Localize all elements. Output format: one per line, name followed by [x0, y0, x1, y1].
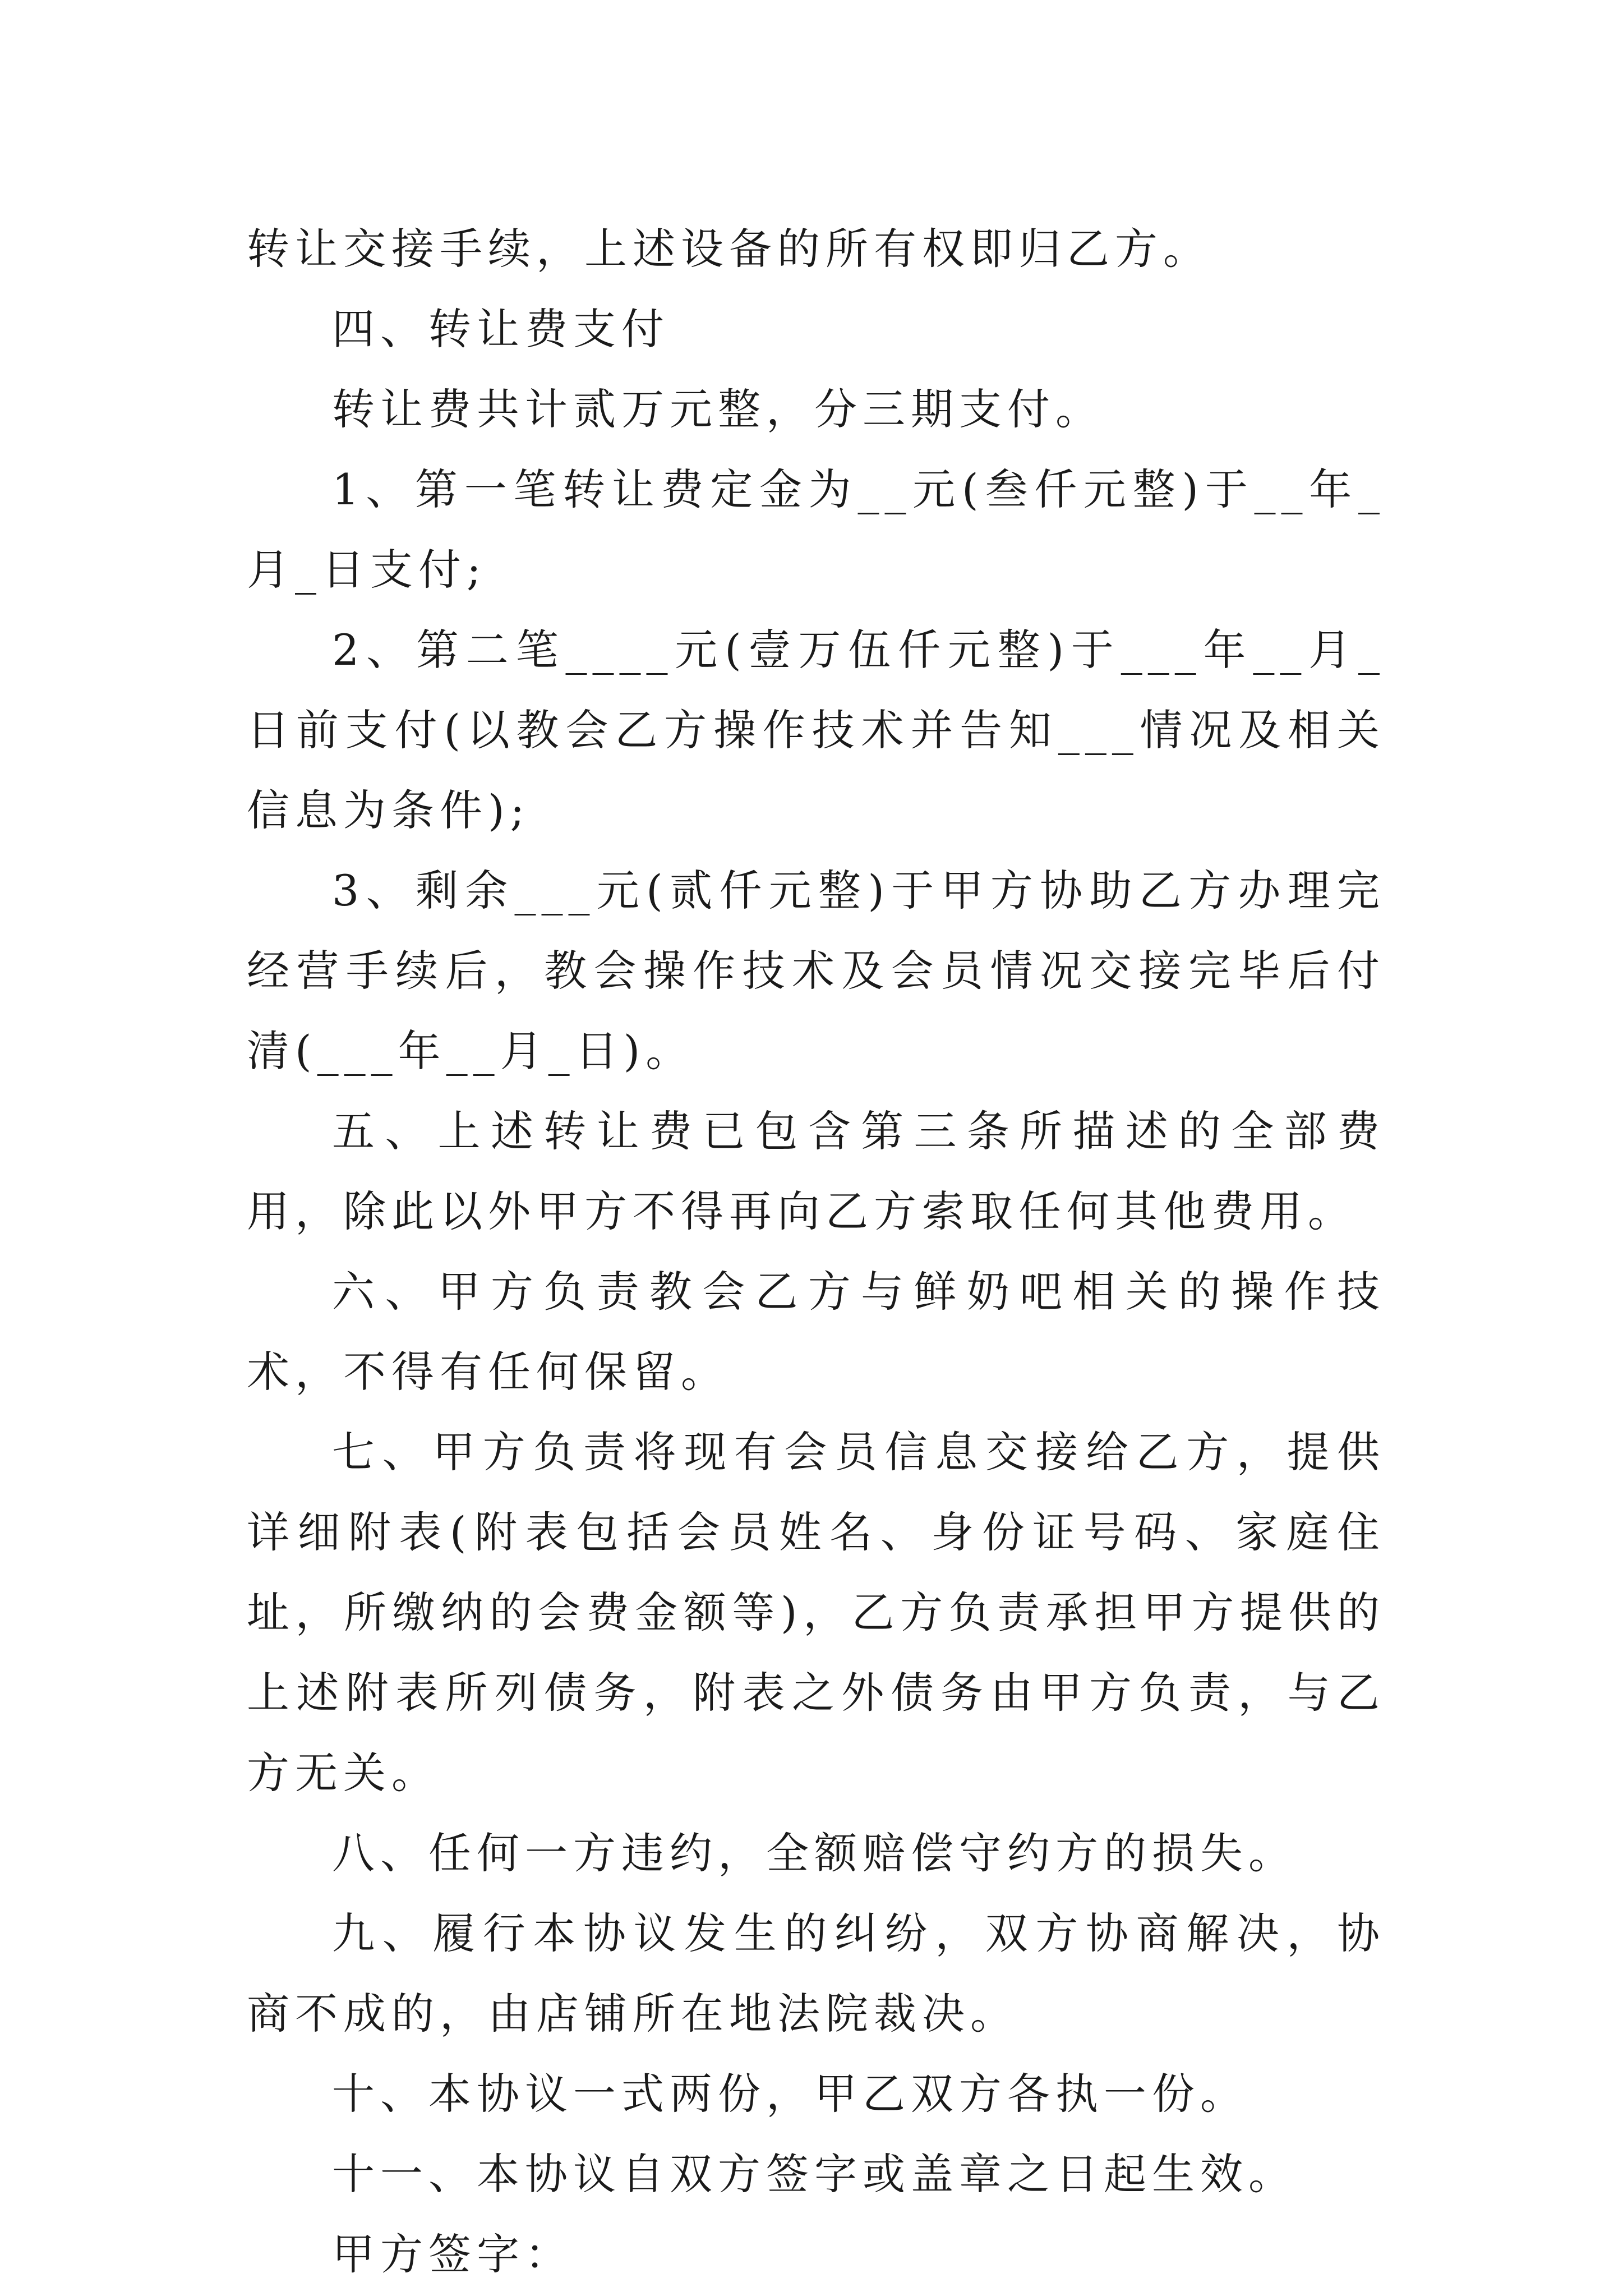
paragraph-second-payment: 2、第二笔____元(壹万伍仟元整)于___年__月_日前支付(以教会乙方操作技术并告知___情况及相关信息为条件);	[247, 625, 1385, 835]
document-body	[247, 209, 1385, 2294]
paragraph-total-fee: 转让费共计贰万元整，分三期支付。	[332, 384, 1104, 434]
paragraph-first-payment: 1、第一笔转让费定金为__元(叁仟元整)于__年_月_日支付;	[247, 464, 1385, 595]
paragraph-transfer-handover: 转让交接手续，上述设备的所有权即归乙方。	[247, 224, 1211, 274]
paragraph-section-9: 九、履行本协议发生的纠纷，双方协商解决，协商不成的，由店铺所在地法院裁决。	[247, 1908, 1385, 2039]
party-a-signature-label: 甲方签字：	[332, 2229, 573, 2279]
paragraph-section-7: 七、甲方负责将现有会员信息交接给乙方，提供详细附表(附表包括会员姓名、身份证号码、家庭住址，所缴纳的会费金额等)，乙方负责承担甲方提供的上述附表所列债务，附表之外债务由甲方负责，与乙方无关。	[247, 1427, 1385, 1798]
paragraph-section-6: 六、甲方负责教会乙方与鲜奶吧相关的操作技术，不得有任何保留。	[247, 1267, 1385, 1397]
paragraph-remaining-payment: 3、剩余___元(贰仟元整)于甲方协助乙方办理完经营手续后，教会操作技术及会员情况交接完毕后付清(___年__月_日)。	[247, 866, 1385, 1076]
paragraph-section-10: 十、本协议一式两份，甲乙双方各执一份。	[332, 2069, 1248, 2119]
paragraph-section-5: 五、上述转让费已包含第三条所描述的全部费用，除此以外甲方不得再向乙方索取任何其他费用。	[247, 1106, 1385, 1236]
heading-section-4-payment: 四、转让费支付	[332, 304, 670, 354]
paragraph-section-11: 十一、本协议自双方签字或盖章之日起生效。	[332, 2149, 1297, 2199]
paragraph-section-8: 八、任何一方违约，全额赔偿守约方的损失。	[332, 1828, 1297, 1878]
